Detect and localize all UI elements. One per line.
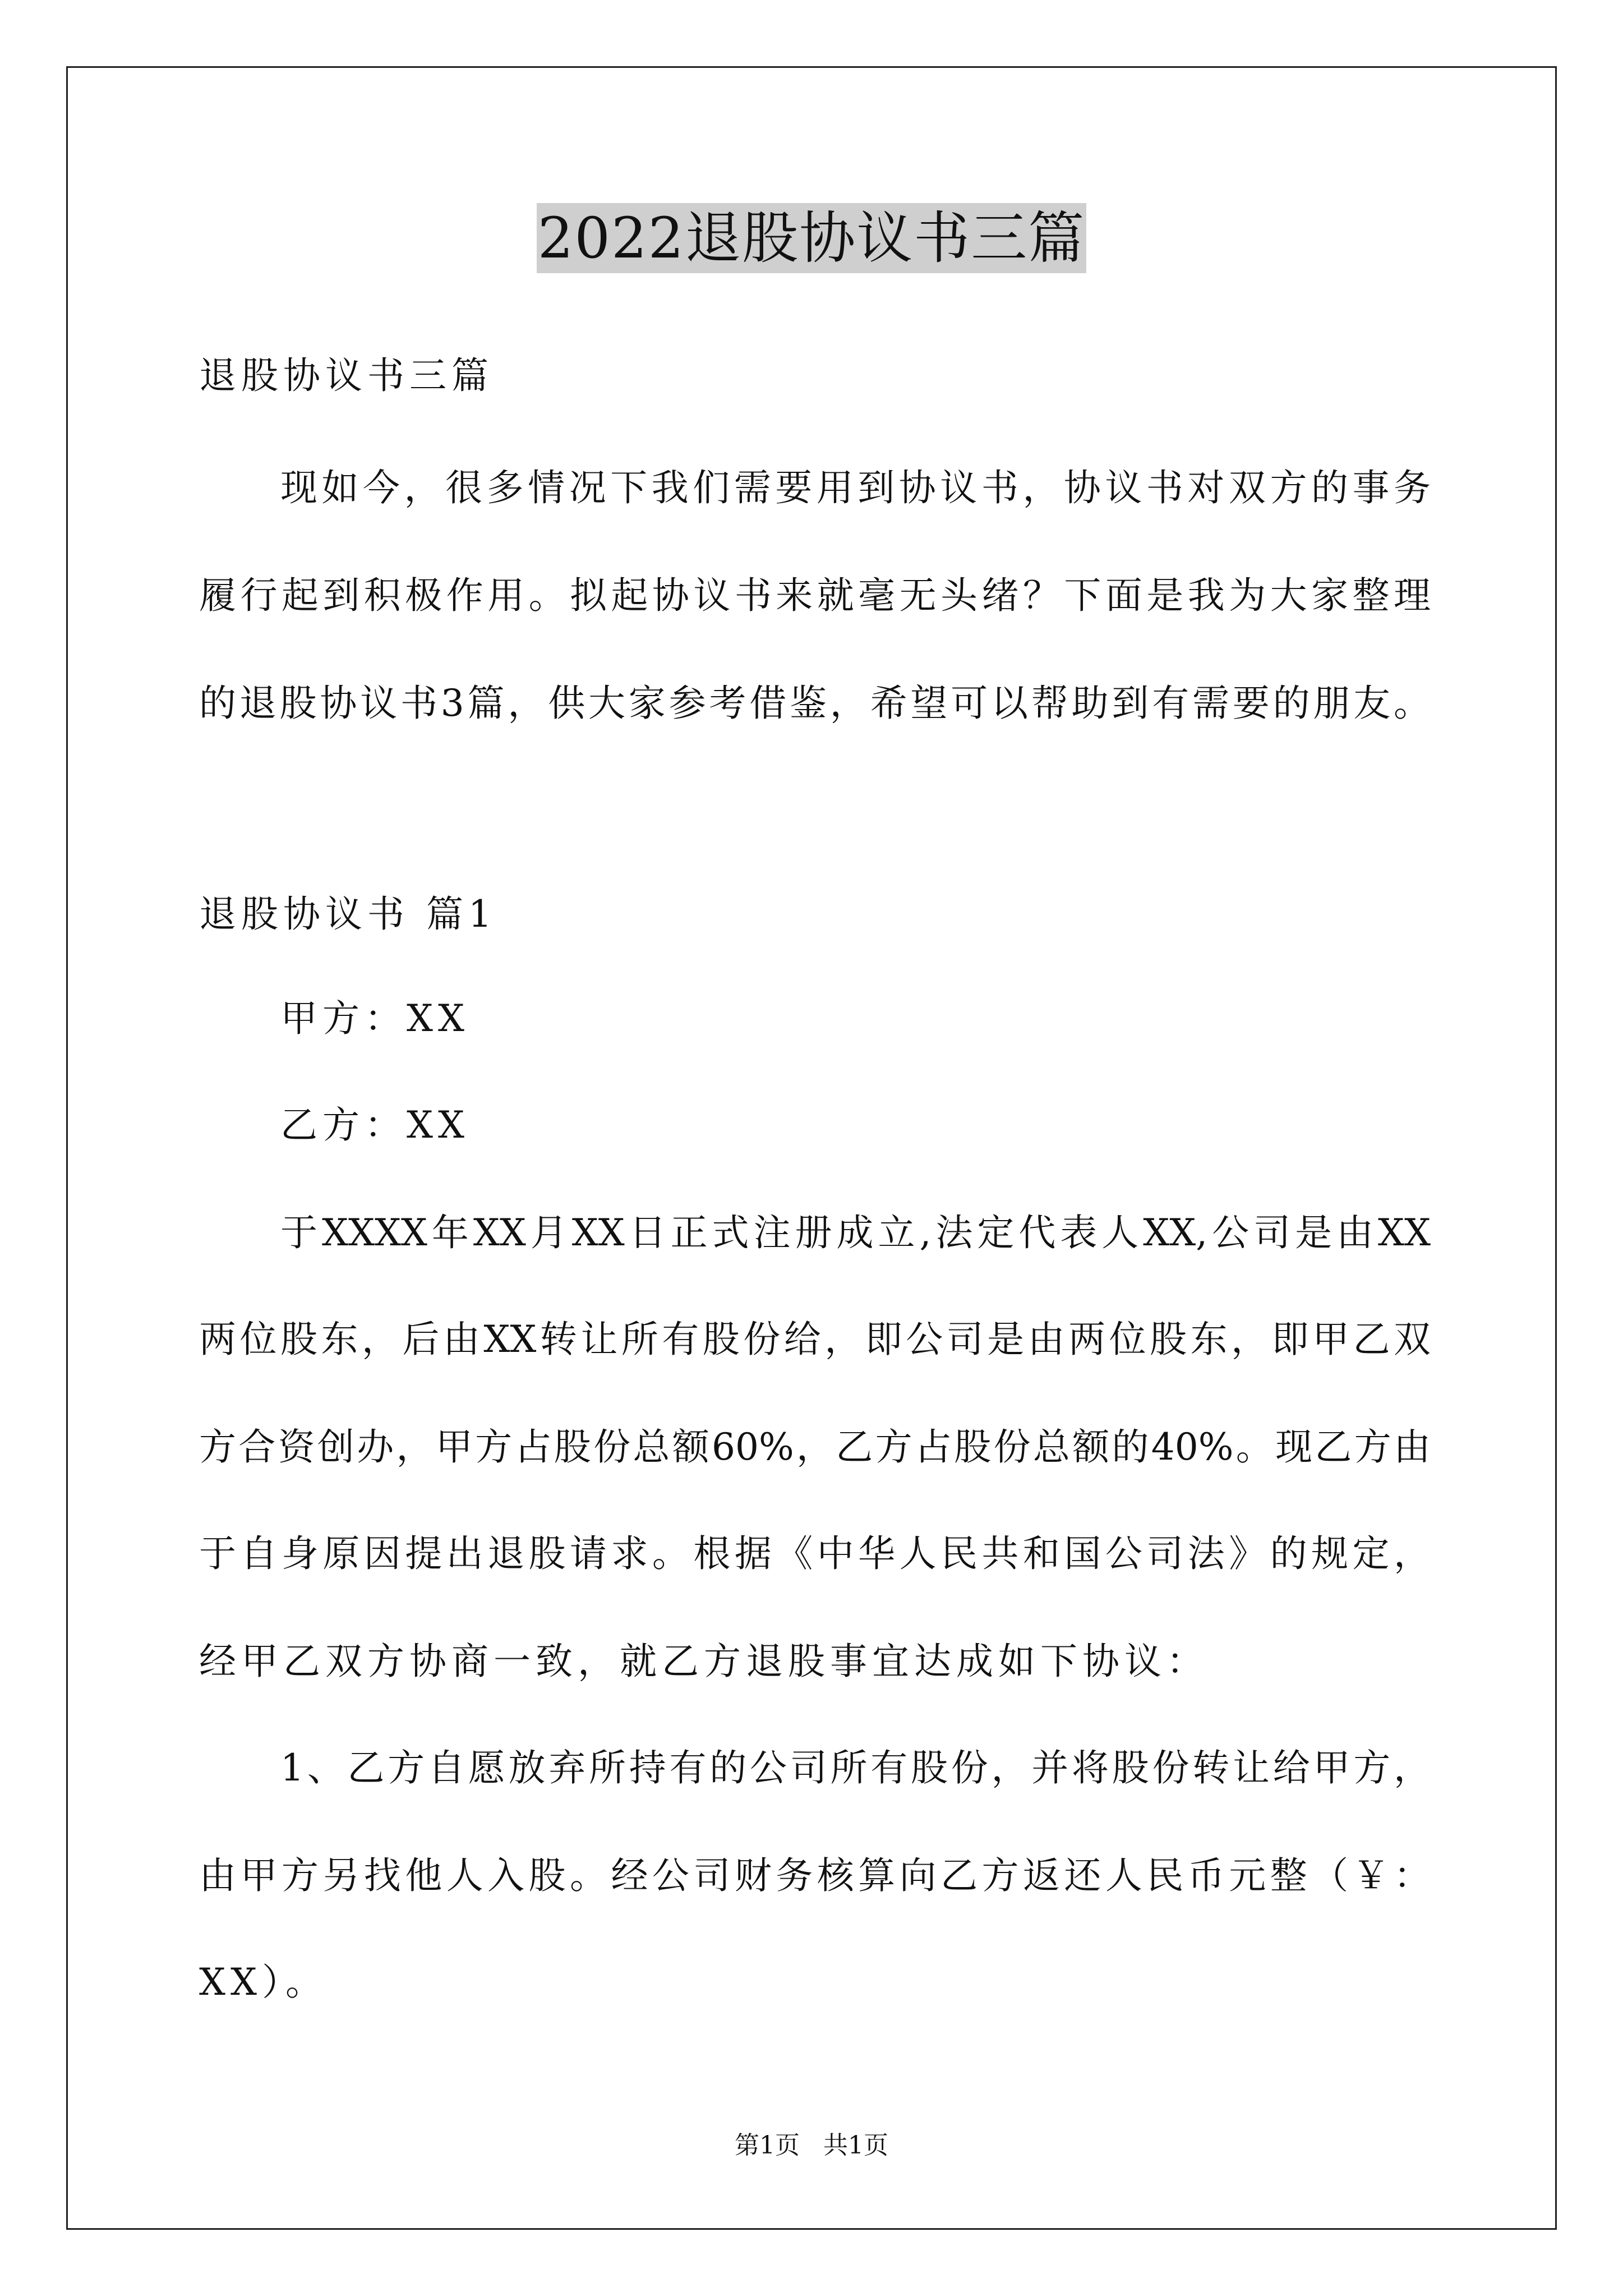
clause-1-line-3: XX）。 xyxy=(199,1961,328,2004)
body-line-5: 经甲乙双方协商一致，就乙方退股事宜达成如下协议： xyxy=(199,1640,1209,1683)
body-line-1: 于XXXX年XX月XX日正式注册成立,法定代表人XX,公司是由XX xyxy=(280,1211,1431,1254)
document-title xyxy=(0,202,1623,275)
document-title-text: 2022退股协议书三篇 xyxy=(537,203,1087,273)
intro-line-1: 现如今，很多情况下我们需要用到协议书，协议书对双方的事务 xyxy=(280,466,1431,509)
clause-1-line-2: 由甲方另找他人入股。经公司财务核算向乙方返还人民币元整（￥： xyxy=(199,1854,1431,1897)
section-heading: 退股协议书 篇1 xyxy=(199,892,497,936)
clause-1-line-1: 1、乙方自愿放弃所持有的公司所有股份，并将股份转让给甲方， xyxy=(280,1746,1431,1789)
party-a: 甲方：XX xyxy=(280,997,469,1040)
body-line-4: 于自身原因提出退股请求。根据《中华人民共和国公司法》的规定， xyxy=(199,1532,1431,1575)
body-line-2: 两位股东，后由XX转让所有股份给，即公司是由两位股东，即甲乙双 xyxy=(199,1318,1431,1361)
subtitle: 退股协议书三篇 xyxy=(199,354,494,397)
intro-line-2: 履行起到积极作用。拟起协议书来就毫无头绪？下面是我为大家整理 xyxy=(199,574,1431,617)
party-b: 乙方：XX xyxy=(280,1103,469,1147)
body-line-3: 方合资创办，甲方占股份总额60%，乙方占股份总额的40%。现乙方由 xyxy=(199,1425,1431,1469)
page-footer: 第1页 共1页 xyxy=(735,2131,888,2160)
intro-line-3: 的退股协议书3篇，供大家参考借鉴，希望可以帮助到有需要的朋友。 xyxy=(199,682,1431,725)
